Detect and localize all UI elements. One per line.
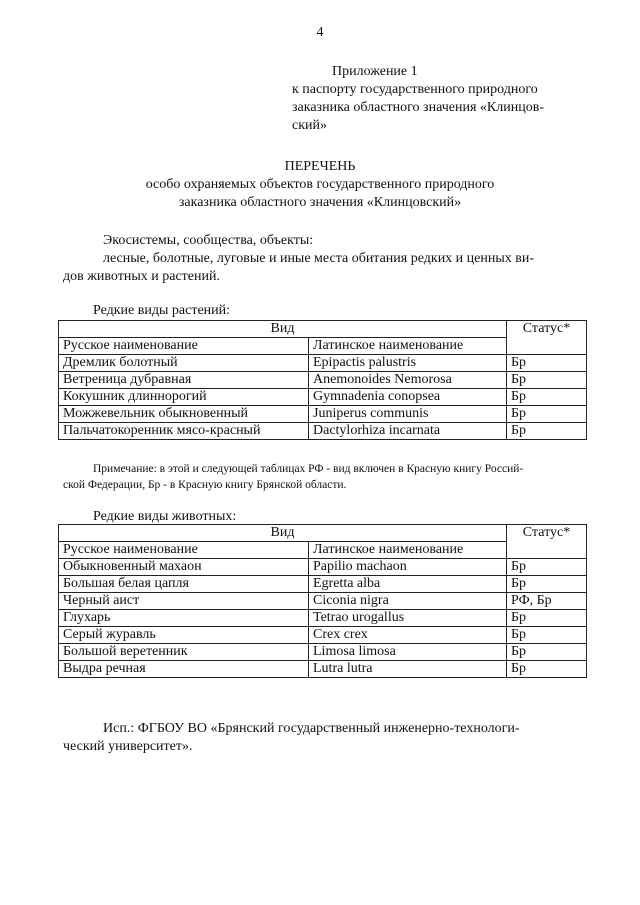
russian-name-cell: Глухарь: [59, 610, 309, 627]
intro-line: лесные, болотные, луговые и иные места обитания редких и ценных ви-: [103, 251, 535, 266]
latin-name-cell: Lutra lutra: [309, 661, 507, 678]
status-cell: Бр: [507, 610, 587, 627]
document-heading: [0, 158, 640, 212]
russian-name-cell: Ветреница дубравная: [59, 372, 309, 389]
table-row: [59, 355, 587, 372]
latin-name-cell: Limosa limosa: [309, 644, 507, 661]
table-row: [59, 644, 587, 661]
table-row: [59, 406, 587, 423]
status-cell: Бр: [507, 406, 587, 423]
status-cell: РФ, Бр: [507, 593, 587, 610]
russian-name-header: Русское наименование: [59, 338, 309, 355]
appendix-line: к паспорту государственного природного: [292, 82, 538, 97]
table-row: [59, 559, 587, 576]
russian-name-cell: Обыкновенный махаон: [59, 559, 309, 576]
russian-name-cell: Пальчатокоренник мясо-красный: [59, 423, 309, 440]
table-note: [63, 461, 583, 493]
animals-table: [58, 524, 587, 678]
table-row: [59, 627, 587, 644]
latin-name-cell: Papilio machaon: [309, 559, 507, 576]
latin-name-cell: Tetrao urogallus: [309, 610, 507, 627]
heading-title: ПЕРЕЧЕНЬ: [284, 159, 356, 174]
table-row: [59, 593, 587, 610]
appendix-line: заказника областного значения «Клинцов-: [292, 100, 544, 115]
latin-name-cell: Ciconia nigra: [309, 593, 507, 610]
russian-name-cell: Дремлик болотный: [59, 355, 309, 372]
heading-subtitle-line: особо охраняемых объектов государственного природного: [145, 177, 495, 192]
animals-section-label: Редкие виды животных:: [93, 509, 237, 524]
latin-name-cell: Gymnadenia conopsea: [309, 389, 507, 406]
table-row: [59, 576, 587, 593]
status-cell: Бр: [507, 627, 587, 644]
latin-name-cell: Juniperus communis: [309, 406, 507, 423]
plants-section-label: Редкие виды растений:: [93, 303, 231, 318]
latin-name-cell: Epipactis palustris: [309, 355, 507, 372]
table-header-row: [59, 321, 587, 338]
plants-table: [58, 320, 587, 440]
russian-name-cell: Черный аист: [59, 593, 309, 610]
russian-name-cell: Серый журавль: [59, 627, 309, 644]
table-row: [59, 661, 587, 678]
signature-line: ческий университет».: [63, 739, 193, 754]
status-cell: Бр: [507, 559, 587, 576]
table-header-row: [59, 525, 587, 542]
russian-name-cell: Большой веретенник: [59, 644, 309, 661]
status-cell: Бр: [507, 355, 587, 372]
status-header: Статус*: [507, 321, 587, 355]
russian-name-cell: Можжевельник обыкновенный: [59, 406, 309, 423]
russian-name-cell: Большая белая цапля: [59, 576, 309, 593]
appendix-line: ский»: [292, 118, 327, 133]
table-row: [59, 389, 587, 406]
russian-name-header: Русское наименование: [59, 542, 309, 559]
russian-name-cell: Выдра речная: [59, 661, 309, 678]
heading-subtitle-line: заказника областного значения «Клинцовский»: [178, 195, 462, 210]
status-cell: Бр: [507, 389, 587, 406]
latin-name-header: Латинское наименование: [309, 338, 507, 355]
status-cell: Бр: [507, 576, 587, 593]
latin-name-cell: Egretta alba: [309, 576, 507, 593]
latin-name-header: Латинское наименование: [309, 542, 507, 559]
latin-name-cell: Anemonoides Nemorosa: [309, 372, 507, 389]
table-row: [59, 372, 587, 389]
page-number: 4: [316, 25, 324, 40]
appendix-title: Приложение 1: [332, 64, 418, 79]
intro-line: дов животных и растений.: [63, 269, 220, 284]
appendix-caption: [292, 63, 592, 135]
signature-line: Исп.: ФГБОУ ВО «Брянский государственный инженерно-технологи-: [103, 721, 520, 736]
status-cell: Бр: [507, 661, 587, 678]
note-line: Примечание: в этой и следующей таблицах РФ - вид включен в Красную книгу Россий-: [93, 463, 524, 475]
status-cell: Бр: [507, 423, 587, 440]
note-line: ской Федерации, Бр - в Красную книгу Брянской области.: [63, 479, 347, 491]
intro-line: Экосистемы, сообщества, объекты:: [103, 233, 314, 248]
status-cell: Бр: [507, 644, 587, 661]
status-cell: Бр: [507, 372, 587, 389]
species-header: Вид: [59, 525, 507, 542]
intro-paragraph: [63, 232, 582, 286]
executor-signature: [63, 720, 581, 756]
species-header: Вид: [59, 321, 507, 338]
table-row: [59, 610, 587, 627]
status-header: Статус*: [507, 525, 587, 559]
russian-name-cell: Кокушник длиннорогий: [59, 389, 309, 406]
latin-name-cell: Dactylorhiza incarnata: [309, 423, 507, 440]
latin-name-cell: Crex crex: [309, 627, 507, 644]
table-row: [59, 423, 587, 440]
